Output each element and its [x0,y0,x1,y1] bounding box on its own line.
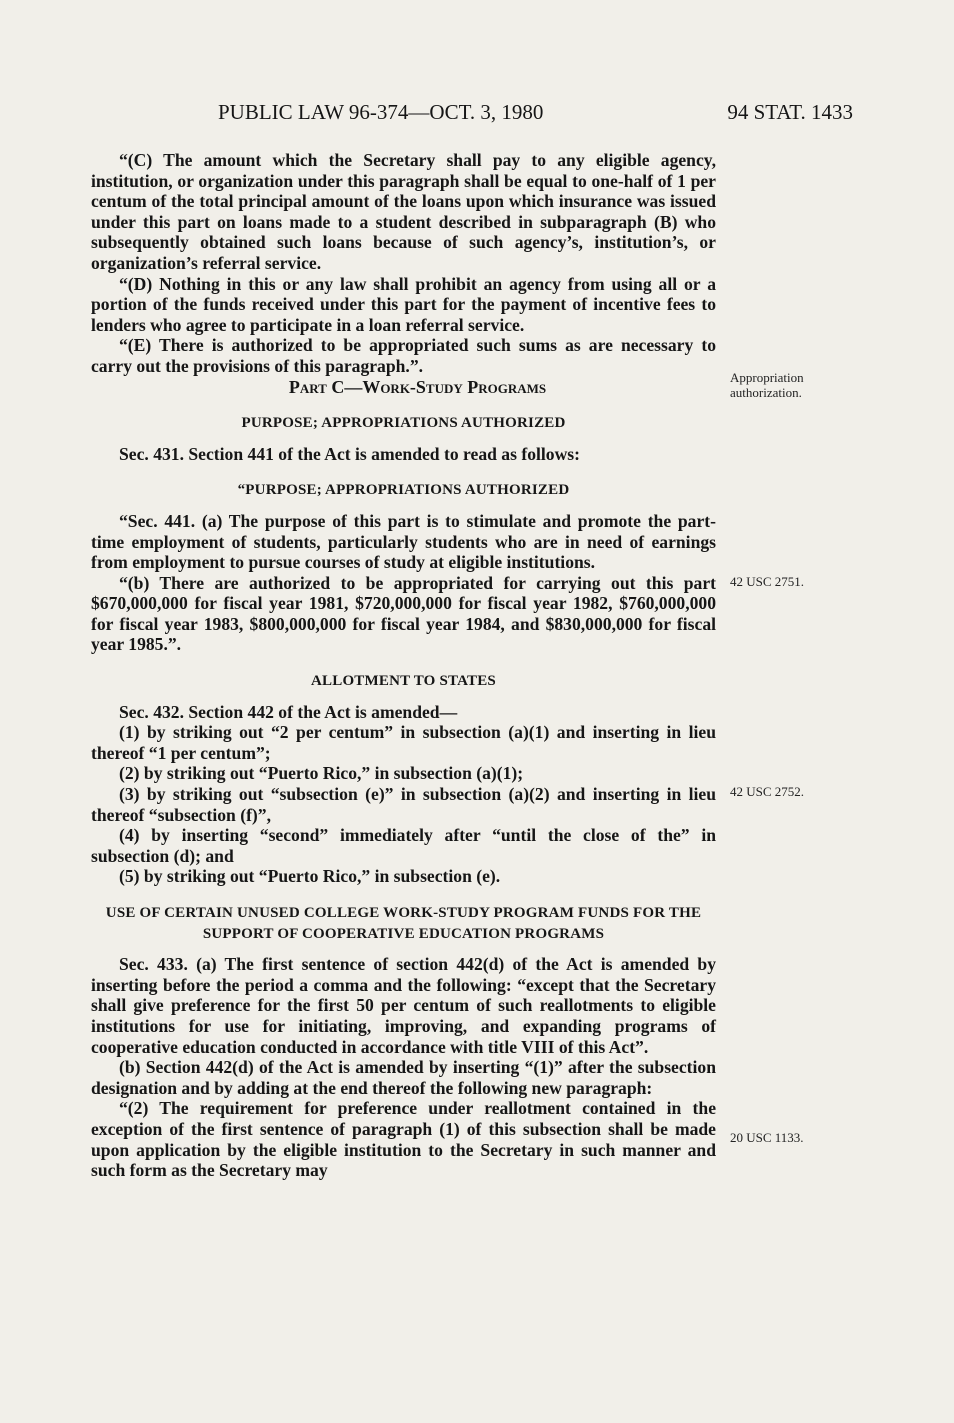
section-433-paragraph-2: “(2) The requirement for preference under reallotment contained in the exception of the first sentence of paragraph (1) of this subsection shall be made upon application by the eligible institution to the Secretary in such manner and such form as the Secretary may [91,1098,716,1181]
allotment-heading: ALLOTMENT TO STATES [311,673,496,690]
section-432-item-5: (5) by striking out “Puerto Rico,” in subsection (e). [119,866,501,887]
document-body [91,150,716,1181]
margin-note-42-usc-2752: 42 USC 2752. [730,784,805,799]
section-432-item-3: (3) by striking out “subsection (e)” in subsection (a)(2) and inserting in lieu thereof “subsection (f)”, [91,784,716,825]
header-title: PUBLIC LAW 96-374—OCT. 3, 1980 [218,100,544,124]
margin-note-42-usc-2751: 42 USC 2751. [730,574,805,589]
margin-note-appropriation: Appropriation authorization. [730,370,804,400]
header-stat: 94 STAT. 1433 [727,100,853,124]
section-432-item-4: (4) by inserting “second” immediately after “until the close of the” in subsection (d); and [91,825,716,866]
section-433-b: (b) Section 442(d) of the Act is amended by inserting “(1)” after the subsection designation and by adding at the end thereof the following new paragraph: [91,1057,716,1098]
use-of-funds-heading: USE OF CERTAIN UNUSED COLLEGE WORK-STUDY PROGRAM FUNDS FOR THE SUPPORT OF COOPERATIVE EDUCATION PROGRAMS [105,905,702,942]
part-c-heading: Part C—Work-Study Programs [288,376,547,397]
section-441-a: “Sec. 441. (a) The purpose of this part is to stimulate and promote the part-time employment of students, particularly students who are in need of earnings from employment to pursue courses of study at eligible institutions. [91,510,716,573]
section-433-a: Sec. 433. (a) The first sentence of section 442(d) of the Act is amended by inserting before the period a comma and the following: “except that the Secretary shall give preference for the first 50 per centum of such reallotments to eligible institutions for use for initiating, improving, and expanding programs of cooperative education conducted in accordance with title VIII of this Act”. [91,954,716,1057]
margin-note-20-usc-1133: 20 USC 1133. [730,1130,804,1145]
page-header [0,100,954,130]
section-431: Sec. 431. Section 441 of the Act is amended to read as follows: [119,443,580,464]
paragraph-c: “(C) The amount which the Secretary shall pay to any eligible agency, institution, or organization under this paragraph shall be equal to one-half of 1 per centum of the total principal amount of the loans upon which insurance was issued under this part on loans made to a student described in subparagraph (B) who subsequently obtained such loans because of such agency’s, institution’s, or organization’s referral service. [91,150,716,273]
paragraph-d: “(D) Nothing in this or any law shall prohibit an agency from using all or a portion of the funds received under this part for the payment of incentive fees to lenders who agree to participate in a loan referral service. [91,273,716,335]
section-441-b: “(b) There are authorized to be appropriated for carrying out this part $670,000,000 for fiscal year 1981, $720,000,000 for fiscal year 1982, $760,000,000 for fiscal year 1983, $800,000,000 for fiscal year 1984, and $830,000,000 for fiscal year 1985.”. [91,572,716,655]
paragraph-e: “(E) There is authorized to be appropriated such sums as are necessary to carry out the provisions of this paragraph.”. [91,335,716,376]
section-432-item-1: (1) by striking out “2 per centum” in subsection (a)(1) and inserting in lieu thereof “1 per centum”; [91,722,716,763]
section-432-item-2: (2) by striking out “Puerto Rico,” in subsection (a)(1); [119,763,524,784]
purpose-heading: PURPOSE; APPROPRIATIONS AUTHORIZED [241,415,566,432]
section-432: Sec. 432. Section 442 of the Act is amended— [119,701,458,722]
purpose-heading-quoted: “PURPOSE; APPROPRIATIONS AUTHORIZED [237,482,570,499]
